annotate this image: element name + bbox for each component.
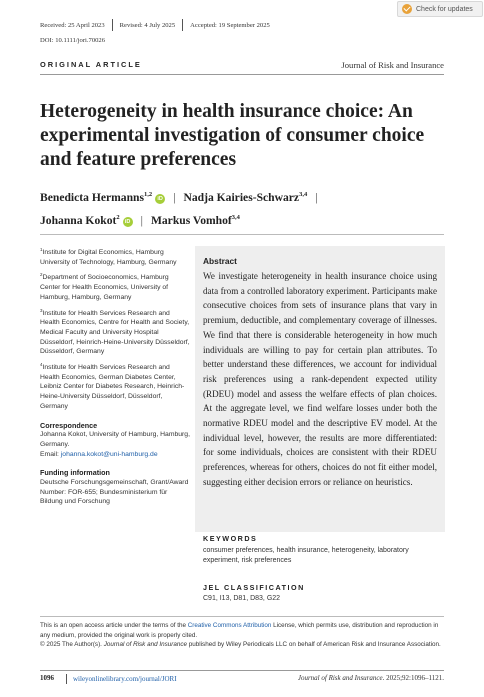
orcid-icon[interactable]: iD: [123, 217, 133, 227]
affiliation: [40, 360, 190, 412]
author-separator: |: [140, 214, 143, 227]
date-divider: [112, 19, 113, 31]
author-separator: |: [173, 191, 176, 204]
article-title: Heterogeneity in health insurance choice: An experimental investigation of consumer choice and feature preferences: [40, 101, 425, 170]
author-separator: |: [315, 191, 318, 204]
author-name[interactable]: Benedicta Hermanns: [40, 191, 145, 204]
author-name[interactable]: Johanna Kokot: [40, 214, 117, 227]
author-name[interactable]: Nadja Kairies-Schwarz: [183, 191, 300, 204]
jel-codes: C91, I13, D81, D83, G22: [203, 595, 281, 602]
date-divider: [182, 19, 183, 31]
copyright-text: published by Wiley Periodicals LLC on behalf of American Risk and Insurance Association.: [187, 641, 441, 649]
author-affiliation-ref: 2: [116, 214, 120, 221]
doi[interactable]: DOI: 10.1111/jori.70026: [40, 37, 106, 44]
keywords-text: consumer preferences, health insurance, heterogeneity, laboratory experiment, risk preferences: [203, 547, 409, 564]
affiliation-text: Department of Socioeconomics, Hamburg Center for Health Economics, University of Hamburg, Hamburg, Germany: [40, 274, 169, 301]
correspondence-text: Johanna Kokot, University of Hamburg, Hamburg, Germany.: [40, 431, 190, 448]
check-badge-icon: [402, 4, 412, 14]
affiliation-text: Institute for Health Services Research and Health Economics, German Diabetes Center, Leibniz Center for Diabetes Research, Heinrich-Heine-University Düsseldorf, Düsseldorf, Germany: [40, 364, 185, 410]
license-divider: [40, 616, 444, 617]
abstract-body: We investigate heterogeneity in health insurance choice using data from a controlled laboratory experiment. Participants make consecutive choices from sets of insurance plans that vary in premium, deductible, and complementary coverage of illnesses. We find that there is considerable heterogeneity in how much individuals are willing to pay for certain plan attributes. To better understand these differences, we account for individual risk preferences using a rank-dependent expected utility (RDEU) model and assess the welfare effects of plan choices. At the aggregate level, we find welfare losses under both the normative RDEU model and the descriptive EV model. At the individual level, however, the results are more differentiated: for some individuals, choices are consistent with their RDEU preferences, whereas for others, choices do not fit either model, suggesting either decision errors or reliance on heuristics.: [203, 271, 437, 487]
license-note: [40, 621, 445, 650]
affiliation-number: 1: [40, 247, 43, 252]
affiliation-text: Institute for Health Services Research and Health Economics, Centre for Health and Society, Medical Faculty and University Hospital Düsseldorf, Heinrich-Heine-University Düsseldorf, Düsseldorf, Germany: [40, 309, 190, 356]
affiliation: [40, 306, 190, 358]
funding-heading: Funding information: [40, 468, 110, 478]
author-affiliation-ref: 3,4: [231, 214, 240, 221]
citation: [298, 674, 444, 682]
author-affiliation-ref: 1,2: [144, 191, 153, 198]
copyright-paragraph: [40, 640, 445, 650]
jel-heading: JEL CLASSIFICATION: [203, 583, 305, 592]
footer-divider: [40, 670, 444, 671]
affiliation: [40, 245, 190, 267]
received-date: Received: 25 April 2023: [40, 21, 105, 29]
keywords-heading: KEYWORDS: [203, 534, 258, 543]
cc-license-link[interactable]: Creative Commons Attribution: [187, 622, 272, 629]
citation-details: . 2025;92:1096–1121.: [382, 674, 444, 682]
article-type: ORIGINAL ARTICLE: [40, 60, 142, 69]
email-link[interactable]: johanna.kokot@uni-hamburg.de: [60, 450, 158, 458]
page-number: 1096: [40, 674, 54, 682]
check-for-updates-button[interactable]: [397, 1, 483, 17]
footer-url-wrapper: [66, 674, 177, 684]
license-paragraph: [40, 621, 445, 640]
affiliation-number: 3: [40, 307, 43, 313]
license-text: This is an open access article under the terms of the: [40, 622, 188, 629]
author-affiliation-ref: 3,4: [299, 191, 308, 198]
funding-text: Deutsche Forschungsgemeinschaft, Grant/Award Number: FOR-655; Bundesministerium für Bildung und Forschung: [40, 479, 189, 506]
journal-name: Journal of Risk and Insurance: [341, 60, 444, 70]
affiliation-text: Institute for Digital Economics, Hamburg University of Technology, Hamburg, Germany: [40, 249, 177, 266]
journal-url-link[interactable]: wileyonlinelibrary.com/journal/JORI: [73, 675, 177, 683]
copyright-text: © 2025 The Author(s).: [40, 641, 104, 649]
copyright-journal: Journal of Risk and Insurance: [103, 641, 187, 649]
abstract-box: [195, 246, 445, 532]
footer-divider-bar: [66, 674, 67, 684]
article-dates: [40, 19, 270, 31]
affiliation-number: 4: [40, 362, 43, 368]
author-list: [40, 185, 460, 231]
email-label: Email:: [40, 450, 61, 458]
citation-journal: Journal of Risk and Insurance: [297, 674, 383, 682]
author-divider: [40, 234, 444, 235]
accepted-date: Accepted: 19 September 2025: [190, 21, 270, 29]
abstract-heading: Abstract: [203, 256, 237, 266]
correspondence-heading: Correspondence: [40, 420, 98, 430]
affiliations-column: [40, 245, 190, 507]
check-for-updates-label: Check for updates: [416, 5, 473, 13]
author-name[interactable]: Markus Vomhof: [150, 214, 232, 227]
correspondence-email: [40, 450, 190, 460]
orcid-icon[interactable]: iD: [155, 194, 165, 204]
revised-date: Revised: 4 July 2025: [119, 21, 176, 29]
license-text: License, which permits use, distribution and reproduction in any medium, provided the original work is properly cited.: [40, 622, 439, 639]
affiliation: [40, 270, 190, 302]
affiliation-number: 2: [40, 272, 43, 278]
header-divider: [40, 74, 444, 75]
